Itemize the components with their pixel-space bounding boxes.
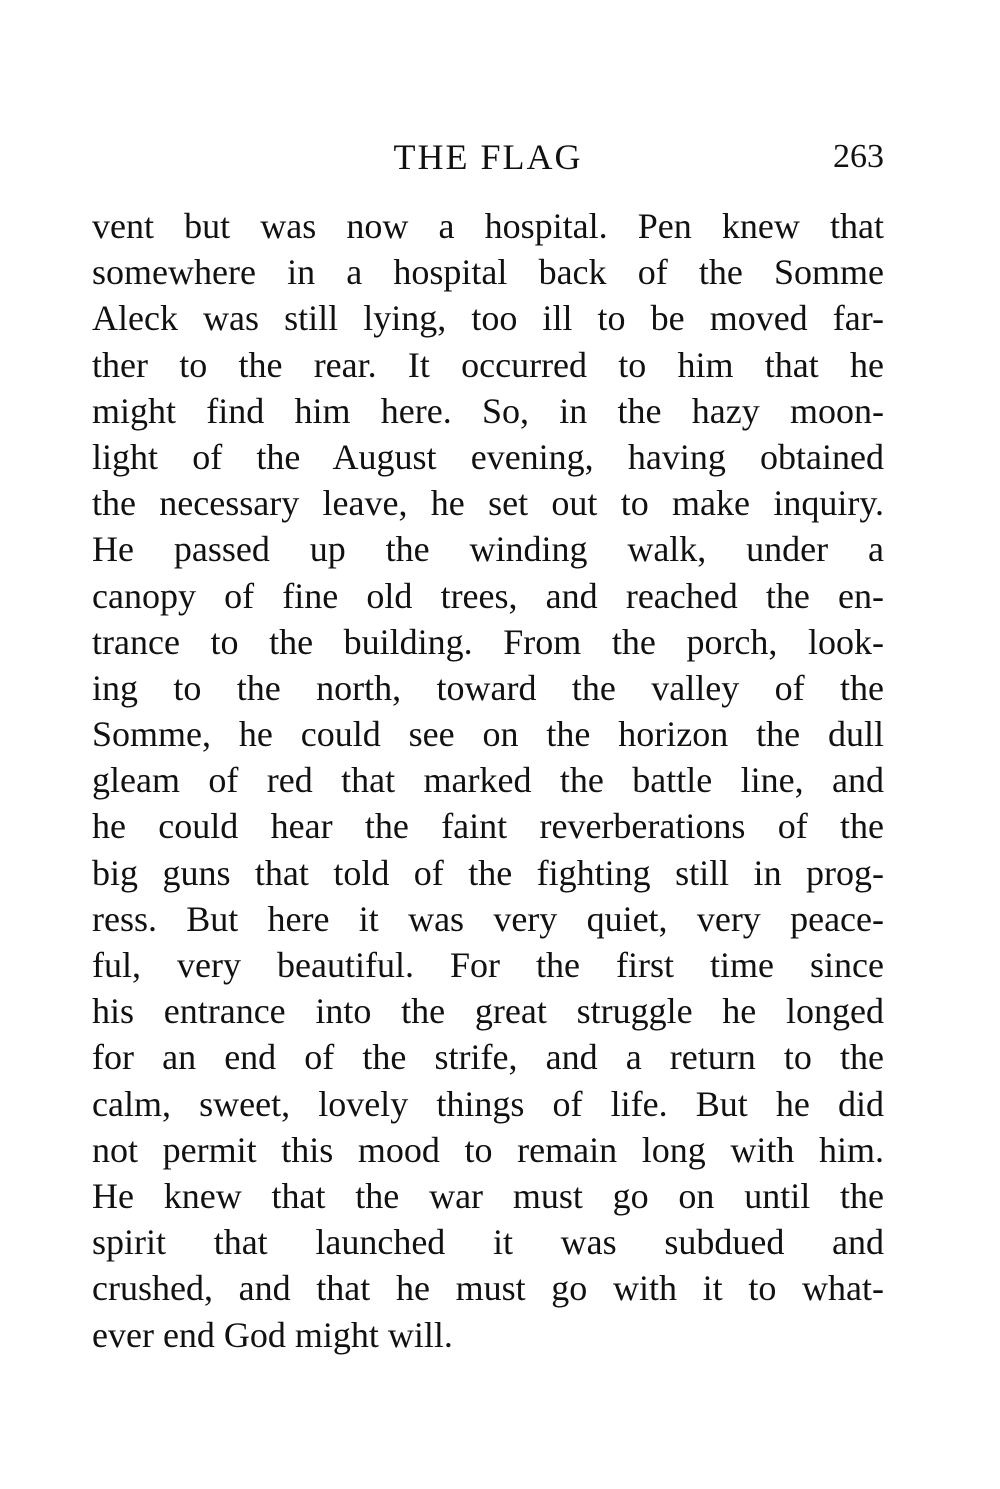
body-text <box>92 203 884 1358</box>
running-head <box>92 132 884 182</box>
text-line: the necessary leave, he set out to make inquiry. <box>92 483 884 524</box>
text-line: ther to the rear. It occurred to him that he <box>92 344 884 385</box>
text-line: Somme, he could see on the horizon the dull <box>92 714 884 755</box>
text-line: canopy of fine old trees, and reached the en- <box>92 575 884 616</box>
text-line: ress. But here it was very quiet, very peace- <box>92 898 884 939</box>
text-line: gleam of red that marked the battle line, and <box>92 760 884 801</box>
text-line: for an end of the strife, and a return to the <box>92 1037 884 1078</box>
chapter-title: THE FLAG <box>393 137 583 177</box>
text-line: he could hear the faint reverberations of the <box>92 806 884 847</box>
text-line: Aleck was still lying, too ill to be moved far- <box>92 298 884 339</box>
text-line: somewhere in a hospital back of the Somme <box>92 252 884 293</box>
text-line: He knew that the war must go on until the <box>92 1175 884 1216</box>
text-line: spirit that launched it was subdued and <box>92 1222 884 1263</box>
text-line: vent but was now a hospital. Pen knew that <box>92 206 884 246</box>
text-line: trance to the building. From the porch, look- <box>92 621 884 662</box>
text-line-last: ever end God might will. <box>92 1314 453 1355</box>
text-line: crushed, and that he must go with it to what- <box>92 1268 884 1309</box>
text-line: might find him here. So, in the hazy moon- <box>92 390 884 431</box>
text-line: ing to the north, toward the valley of the <box>92 667 884 708</box>
text-line: his entrance into the great struggle he longed <box>92 991 884 1032</box>
text-line: ful, very beautiful. For the first time since <box>92 945 884 985</box>
text-line: not permit this mood to remain long with him. <box>92 1129 884 1170</box>
page-number: 263 <box>833 138 884 175</box>
text-line: He passed up the winding walk, under a <box>92 529 884 570</box>
text-line: light of the August evening, having obtained <box>92 436 884 477</box>
text-line: big guns that told of the fighting still in prog- <box>92 852 884 893</box>
text-line: calm, sweet, lovely things of life. But he did <box>92 1083 884 1124</box>
